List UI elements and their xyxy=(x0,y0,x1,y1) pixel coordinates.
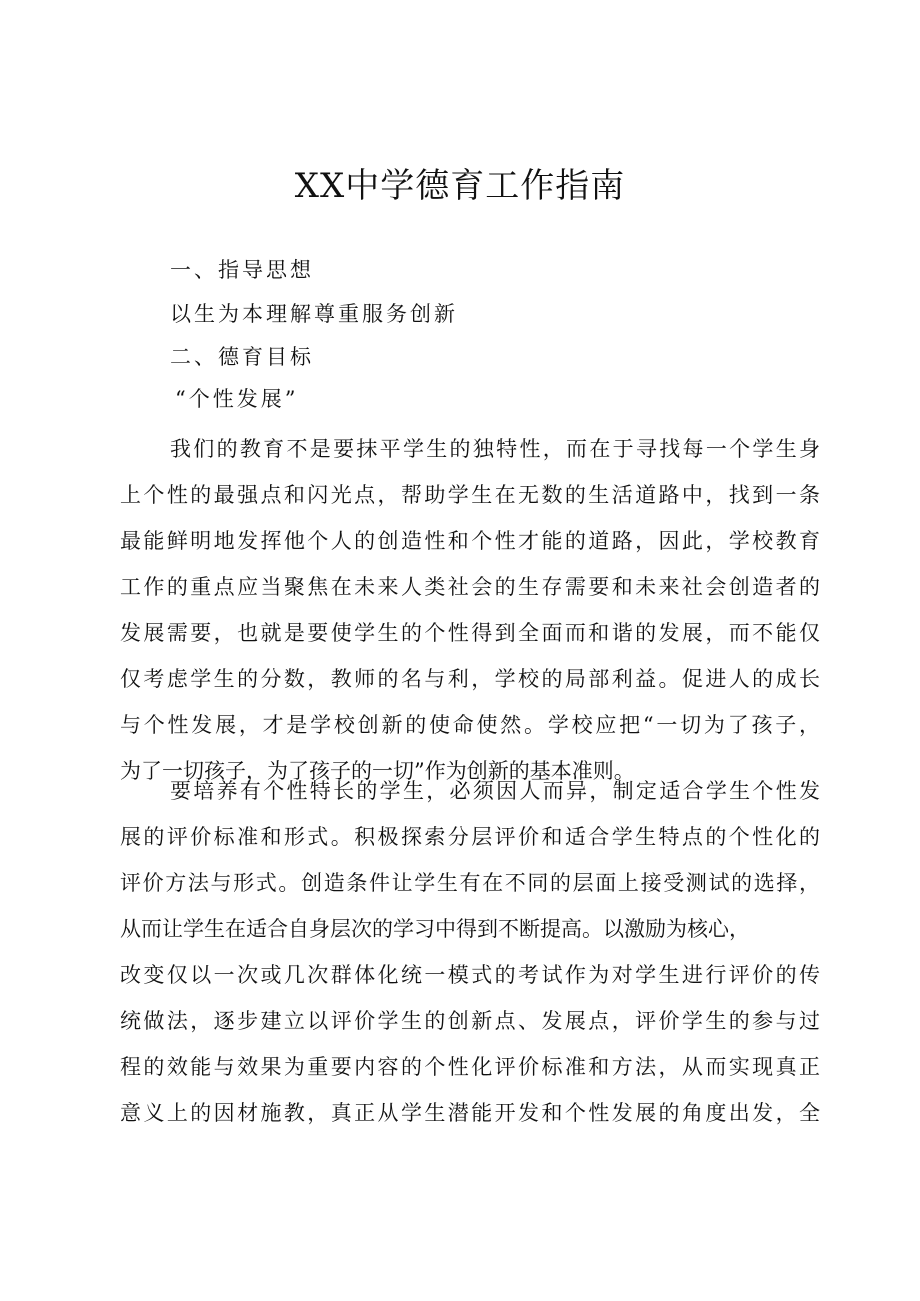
section-text-guiding-thought: 以生为本理解尊重服务创新 xyxy=(170,302,458,326)
section-heading-guiding-thought: 一、指导思想 xyxy=(170,258,314,282)
paragraph-line: 最能鲜明地发挥他个人的创造性和个性才能的道路，因此，学校教育 xyxy=(120,529,820,553)
paragraph-line: 仅考虑学生的分数，教师的名与利，学校的局部利益。促进人的成长 xyxy=(120,667,820,691)
paragraph-line: 工作的重点应当聚焦在未来人类社会的生存需要和未来社会创造者的 xyxy=(120,575,820,599)
paragraph-line: 改变仅以一次或几次群体化统一模式的考试作为对学生进行评价的传 xyxy=(120,963,820,987)
paragraph-line: 为了一切孩子，为了孩子的一切”作为创新的基本准则。 xyxy=(120,759,635,783)
paragraph-line: 从而让学生在适合自身层次的学习中得到不断提高。以激励为核心， xyxy=(120,917,750,941)
paragraph-line: 评价方法与形式。创造条件让学生有在不同的层面上接受测试的选择， xyxy=(120,871,820,895)
paragraph-line: 上个性的最强点和闪光点，帮助学生在无数的生活道路中，找到一条 xyxy=(120,483,820,507)
paragraph-line: 意义上的因材施教，真正从学生潜能开发和个性发展的角度出发，全 xyxy=(120,1101,820,1125)
paragraph-1 xyxy=(120,426,820,794)
paragraph-line: 展的评价标准和形式。积极探索分层评价和适合学生特点的个性化的 xyxy=(120,825,820,849)
paragraph-line: 要培养有个性特长的学生，必须因人而异，制定适合学生个性发 xyxy=(170,779,820,803)
section-quote-personality-development: “个性发展” xyxy=(175,387,299,411)
paragraph-line: 统做法，逐步建立以评价学生的创新点、发展点，评价学生的参与过 xyxy=(120,1009,820,1033)
section-heading-moral-goals: 二、德育目标 xyxy=(170,345,314,369)
paragraph-line: 与个性发展，才是学校创新的使命使然。学校应把“一切为了孩子， xyxy=(120,713,820,737)
document-title: XX中学德育工作指南 xyxy=(294,166,626,206)
paragraph-line: 程的效能与效果为重要内容的个性化评价标准和方法，从而实现真正 xyxy=(120,1055,820,1079)
paragraph-2 xyxy=(120,768,820,1136)
paragraph-line: 发展需要，也就是要使学生的个性得到全面而和谐的发展，而不能仅 xyxy=(120,621,820,645)
paragraph-line: 我们的教育不是要抹平学生的独特性，而在于寻找每一个学生身 xyxy=(170,437,820,461)
